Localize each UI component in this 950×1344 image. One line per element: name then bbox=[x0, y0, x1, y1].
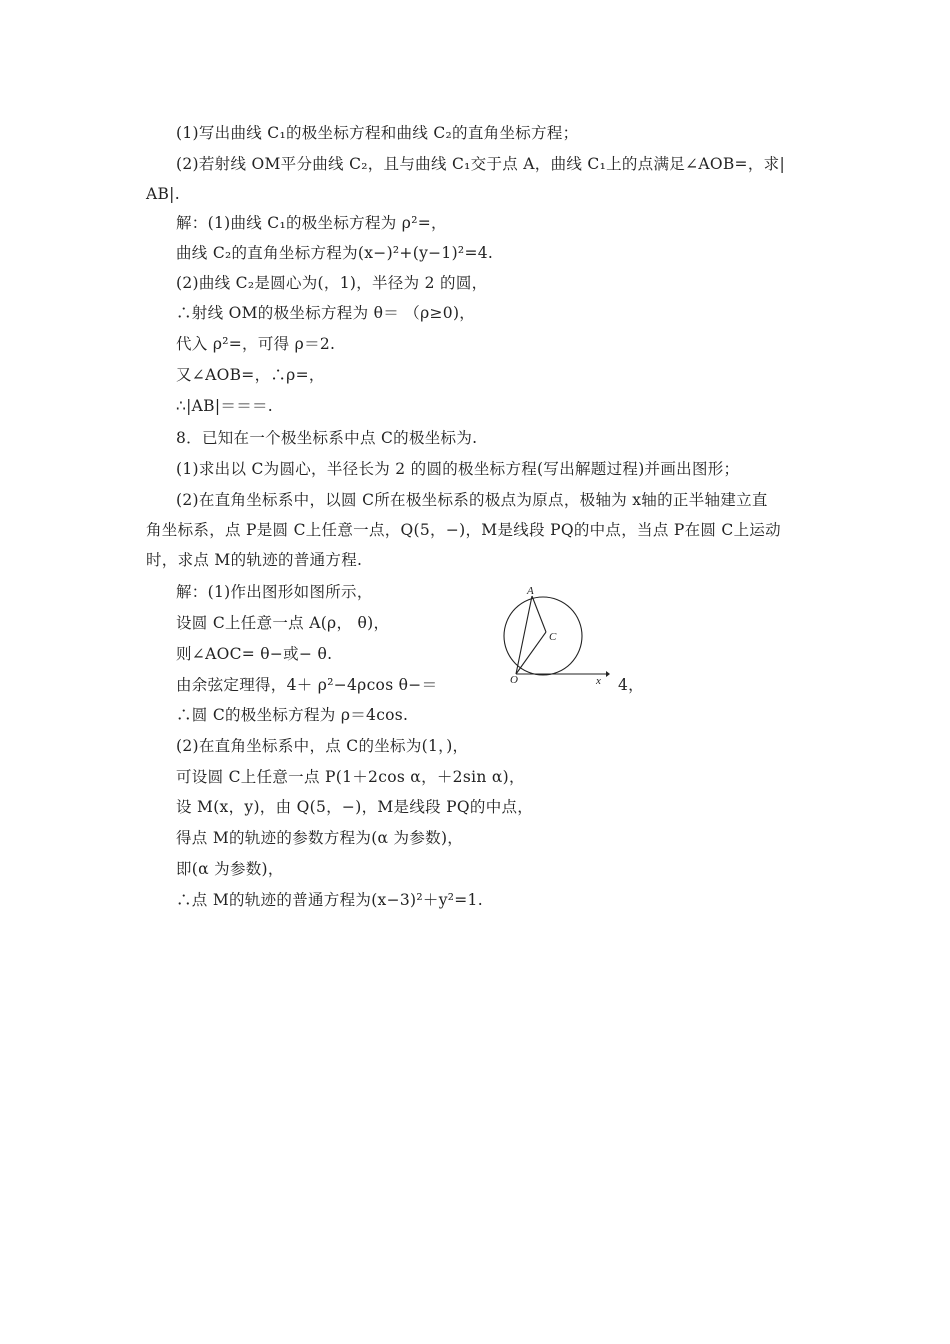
text-line-20: ∴圆 C的极坐标方程为 ρ＝4cos. bbox=[176, 706, 409, 724]
text-line-19-tail: 4， bbox=[618, 676, 644, 694]
label-a: A bbox=[527, 586, 534, 597]
text-line-11: 8．已知在一个极坐标系中点 C的极坐标为. bbox=[176, 429, 478, 447]
text-line-24: 得点 M的轨迹的参数方程为(α 为参数)， bbox=[176, 829, 464, 847]
text-line-18: 则∠AOC= θ−或− θ. bbox=[176, 645, 333, 663]
text-line-25: 即(α 为参数)， bbox=[176, 860, 284, 878]
label-x: x bbox=[596, 675, 601, 687]
text-line-21: (2)在直角坐标系中，点 C的坐标为(1，)， bbox=[176, 737, 469, 755]
text-line-12: (1)求出以 C为圆心，半径长为 2 的圆的极坐标方程(写出解题过程)并画出图形； bbox=[176, 460, 740, 478]
text-line-1: (1)写出曲线 C₁的极坐标方程和曲线 C₂的直角坐标方程； bbox=[176, 124, 579, 142]
text-line-15: 时，求点 M的轨迹的普通方程. bbox=[146, 551, 363, 569]
text-line-2: (2)若射线 OM平分曲线 C₂，且与曲线 C₁交于点 A，曲线 C₁上的点满足∠AOB=，求| bbox=[176, 155, 785, 173]
text-line-9: 又∠AOB=，∴ρ=， bbox=[176, 366, 325, 384]
label-c: C bbox=[549, 631, 557, 643]
text-line-4: 解：(1)曲线 C₁的极坐标方程为 ρ²=， bbox=[176, 214, 447, 232]
text-line-17: 设圆 C上任意一点 A(ρ， θ)， bbox=[176, 614, 390, 632]
text-line-5: 曲线 C₂的直角坐标方程为(x−)²+(y−1)²=4. bbox=[176, 244, 494, 262]
text-line-8: 代入 ρ²=，可得 ρ＝2. bbox=[176, 335, 336, 353]
text-line-26: ∴点 M的轨迹的普通方程为(x−3)²＋y²=1. bbox=[176, 891, 483, 909]
segment-ac bbox=[532, 596, 546, 632]
figure-svg bbox=[496, 586, 616, 696]
text-line-14: 角坐标系，点 P是圆 C上任意一点，Q(5，−)，M是线段 PQ的中点，当点 P在圆 C上运动 bbox=[146, 521, 781, 539]
text-line-6: (2)曲线 C₂是圆心为(，1)，半径为 2 的圆， bbox=[176, 274, 488, 292]
circle-figure bbox=[496, 586, 616, 696]
text-line-16: 解：(1)作出图形如图所示， bbox=[176, 583, 373, 601]
text-line-7: ∴射线 OM的极坐标方程为 θ＝ （ρ≥0)， bbox=[176, 304, 476, 322]
text-line-3: AB|. bbox=[146, 185, 180, 203]
text-line-23: 设 M(x，y)，由 Q(5，−)，M是线段 PQ的中点， bbox=[176, 798, 534, 816]
text-line-19: 由余弦定理得，4＋ ρ²−4ρcos θ−＝ bbox=[176, 676, 438, 694]
label-o: O bbox=[510, 674, 518, 686]
text-line-22: 可设圆 C上任意一点 P(1＋2cos α，＋2sin α)， bbox=[176, 768, 525, 786]
text-line-10: ∴|AB|＝＝＝. bbox=[176, 397, 274, 415]
axis-arrow bbox=[606, 671, 610, 677]
text-line-13: (2)在直角坐标系中，以圆 C所在极坐标系的极点为原点，极轴为 x轴的正半轴建立直 bbox=[176, 491, 768, 509]
